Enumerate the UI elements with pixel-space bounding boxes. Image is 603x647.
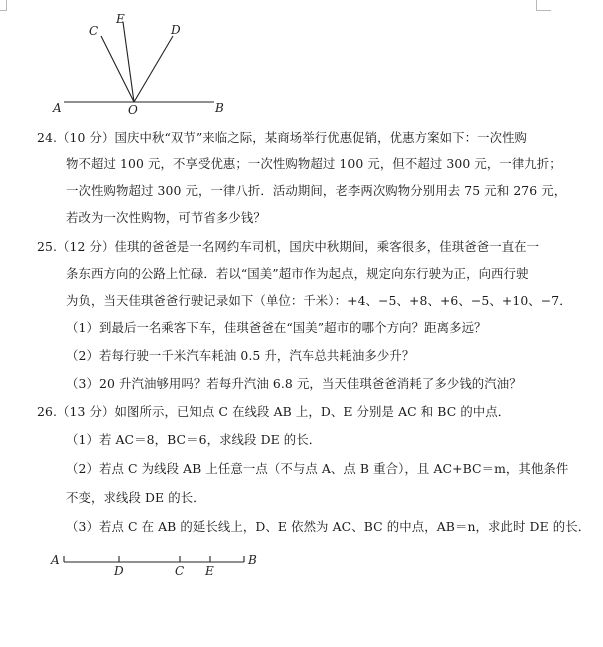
q24-line-1: 24.（10 分）国庆中秋“双节”来临之际，某商场举行优惠促销，优惠方案如下：一次性购 <box>37 130 528 145</box>
segment-figure <box>0 548 603 578</box>
q25-subq-1: （1）到最后一名乘客下车，佳琪爸爸在“国美”超市的哪个方向？距离多远？ <box>66 320 487 335</box>
q25-line-2: 条东西方向的公路上忙碌．若以“国美”超市作为起点，规定向东行驶为正，向西行驶 <box>66 266 529 281</box>
segment-label-c: C <box>175 564 185 578</box>
point-label-e: E <box>116 12 125 26</box>
q25-line-1: 25.（12 分）佳琪的爸爸是一名网约车司机，国庆中秋期间，乘客很多，佳琪爸爸一直在一 <box>37 239 540 254</box>
segment-label-d: D <box>114 564 124 578</box>
q26-subq-3: （3）若点 C 在 AB 的延长线上，D、E 依然为 AC、BC 的中点，AB＝n，求此时 DE 的长． <box>66 519 591 534</box>
q24-line-3: 一次性购物超过 300 元，一律八折．活动期间，老李两次购物分别用去 75 元和 276 元， <box>66 183 567 198</box>
segment-label-b: B <box>248 553 257 567</box>
q26-subq-2: （2）若点 C 为线段 AB 上任意一点（不与点 A、点 B 重合），且 AC+BC＝m，其他条件 <box>66 461 569 476</box>
point-label-b: B <box>215 101 224 115</box>
point-label-d: D <box>171 23 181 37</box>
angle-figure <box>0 0 603 120</box>
q26-subq-2-cont: 不变，求线段 DE 的长． <box>66 490 206 505</box>
segment-label-a: A <box>51 553 60 567</box>
point-label-c: C <box>89 24 99 38</box>
q24-line-2: 物不超过 100 元，不享受优惠；一次性购物超过 100 元，但不超过 300 元，一律九折； <box>66 156 562 171</box>
segment-label-e: E <box>205 564 214 578</box>
q25-line-3: 为负，当天佳琪爸爸行驶记录如下（单位：千米）：+4、−5、+8、+6、−5、+10、−7． <box>66 293 572 308</box>
q26-line-1: 26.（13 分）如图所示，已知点 C 在线段 AB 上，D、E 分别是 AC 和 BC 的中点． <box>37 404 511 419</box>
point-label-o: O <box>128 103 138 117</box>
q24-line-4: 若改为一次性购物，可节省多少钱？ <box>66 210 266 225</box>
q25-subq-2: （2）若每行驶一千米汽车耗油 0.5 升，汽车总共耗油多少升？ <box>66 348 415 363</box>
q26-subq-1: （1）若 AC＝8，BC＝6，求线段 DE 的长． <box>66 432 322 447</box>
ray-od <box>134 36 173 102</box>
point-label-a: A <box>53 101 62 115</box>
q25-subq-3: （3）20 升汽油够用吗？若每升汽油 6.8 元，当天佳琪爸爸消耗了多少钱的汽油？ <box>66 376 522 391</box>
